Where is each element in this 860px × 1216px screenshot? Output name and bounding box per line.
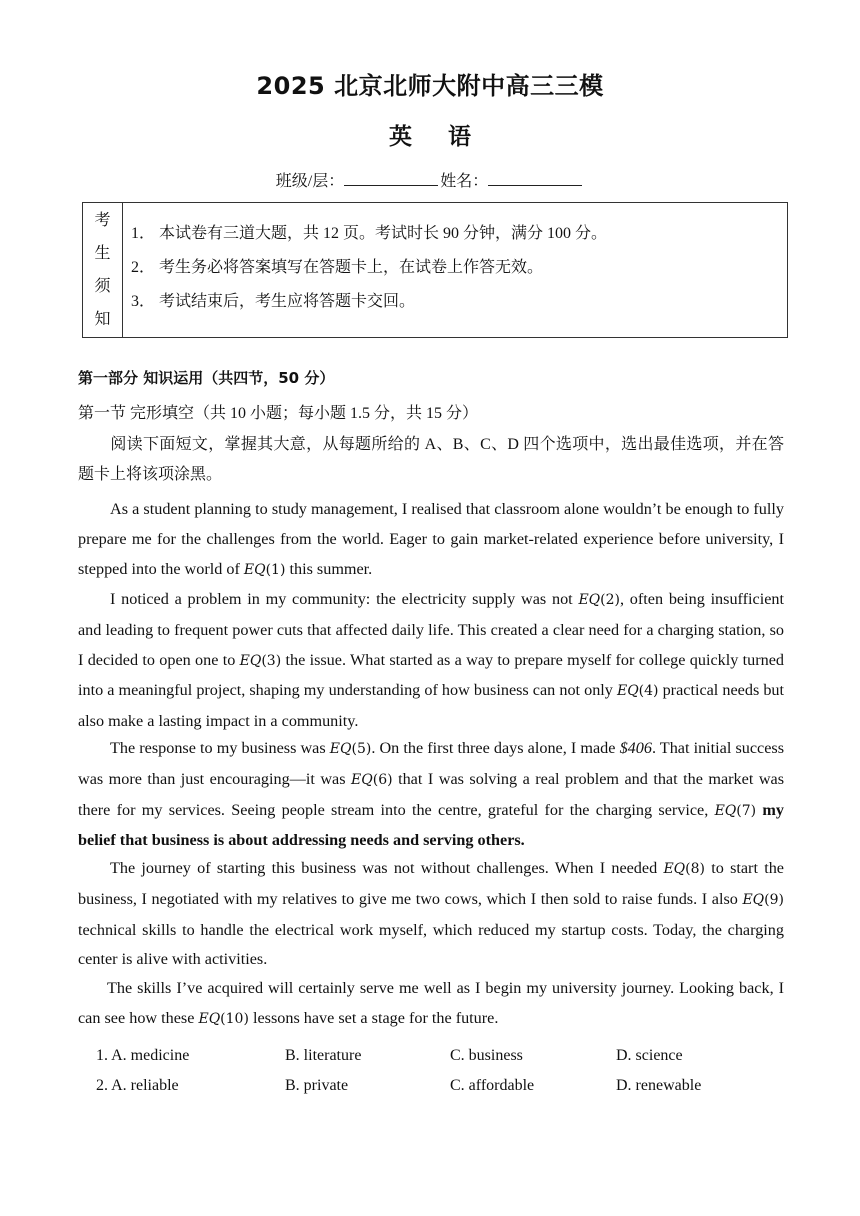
subject-title: 英语 — [389, 124, 507, 150]
blank-marker: EQ(4) — [616, 683, 659, 700]
sub-section-title: 第一节 完形填空（共 10 小题；每小题 1.5 分，共 15 分） — [78, 405, 479, 422]
notice-item: 1． 本试卷有三道大题，共 12 页。考试时长 90 分钟，满分 100 分。 — [131, 225, 608, 242]
option-b[interactable]: B. private — [285, 1077, 349, 1094]
instruction-paragraph: 阅读下面短文，掌握其大意，从每题所给的 A、B、C、D 四个选项中，选出最佳选项，并在答题卡上将该项涂黑。 — [78, 436, 784, 483]
option-d[interactable]: D. science — [616, 1047, 683, 1064]
passage-paragraph-5: The skills I’ve acquired will certainly serve me well as I begin my university journey. Looking back, I can see how these EQ(10) lessons have set a stage for the future. — [78, 979, 784, 1027]
notice-char: 考 — [94, 212, 111, 229]
blank-marker: EQ(1) — [243, 561, 286, 578]
blank-marker: EQ(9) — [742, 891, 784, 908]
student-info-line — [0, 168, 860, 191]
name-label: 姓名： — [440, 173, 489, 190]
notice-char: 生 — [94, 245, 111, 262]
notice-char: 须 — [94, 278, 111, 295]
blank-marker: EQ(5) — [329, 741, 372, 757]
exam-title: 2025 北京北师大附中高三三模 — [256, 72, 604, 100]
passage-paragraph-2: I noticed a problem in my community: the electricity supply was not EQ(2), often being insufficient and leading to frequent power cuts that affected daily life. This created a clear need for a charging station, so I decided to open one to EQ(3) the issue. What started as a way to prepare myself for college quickly turned into a meaningful project, shaping my understanding of how business can not only EQ(4) practical needs but also make a lasting impact in a community. — [78, 590, 784, 731]
blank-marker: EQ(2) — [578, 592, 620, 608]
notice-char: 知 — [94, 311, 111, 328]
class-blank[interactable] — [344, 171, 438, 186]
blank-marker: EQ(7) — [714, 802, 757, 819]
blank-marker: EQ(3) — [239, 652, 282, 669]
passage-paragraph-3: The response to my business was EQ(5). On the first three days alone, I made $406. That initial success was more than just encouraging—it was EQ(6) that I was solving a real problem and that the market was there for my services. Seeing people stream into the centre, grateful for the charging service, EQ(7) my belief that business is about addressing needs and serving others. — [78, 739, 784, 850]
option-c[interactable]: C. business — [450, 1047, 523, 1064]
option-c[interactable]: C. affordable — [450, 1077, 535, 1094]
option-d[interactable]: D. renewable — [616, 1077, 702, 1094]
notice-item: 2． 考生务必将答案填写在答题卡上，在试卷上作答无效。 — [131, 259, 544, 276]
class-label: 班级/层： — [275, 173, 345, 190]
name-blank[interactable] — [488, 171, 582, 186]
blank-marker: EQ(8) — [663, 861, 705, 877]
blank-marker: EQ(10) — [198, 1010, 249, 1027]
option-a[interactable]: 2. A. reliable — [96, 1077, 179, 1094]
exam-notice-box — [82, 202, 788, 338]
notice-list — [131, 217, 607, 319]
part-title: 第一部分 知识运用（共四节，50 分） — [78, 369, 335, 387]
option-a[interactable]: 1. A. medicine — [96, 1047, 190, 1064]
passage-paragraph-1: As a student planning to study management, I realised that classroom alone wouldn’t be enough to fully prepare me for the challenges from the world. Eager to gain market-related experience before university, I stepped into the world of EQ(1) this summer. — [78, 500, 784, 578]
passage-paragraph-4: The journey of starting this business was not without challenges. When I needed EQ(8) to start the business, I negotiated with my relatives to give me two cows, which I then sold to raise funds. I also EQ(9) technical skills to handle the electrical work myself, which reduced my startup costs. Today, the charging center is alive with activities. — [78, 859, 784, 969]
notice-side-label — [83, 203, 123, 337]
notice-item: 3． 考试结束后，考生应将答题卡交回。 — [131, 293, 416, 310]
blank-marker: EQ(6) — [351, 771, 393, 788]
option-b[interactable]: B. literature — [285, 1047, 362, 1064]
